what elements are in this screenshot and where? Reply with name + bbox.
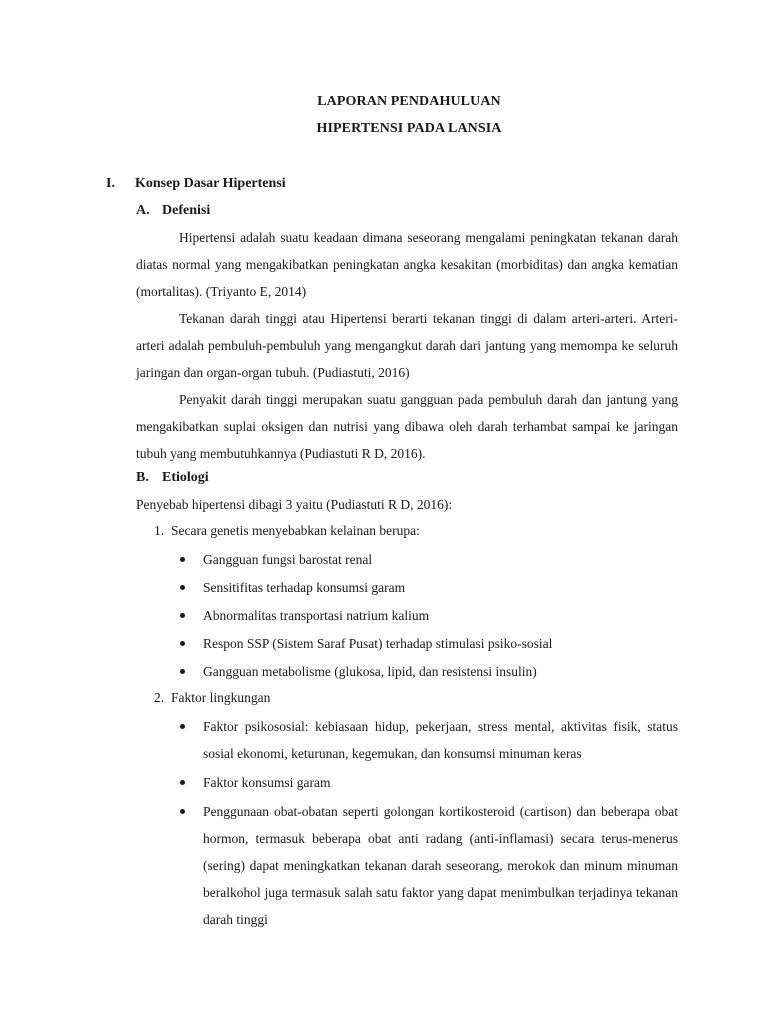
bullet-icon bbox=[180, 724, 185, 729]
list-item bbox=[178, 658, 678, 685]
bullet-list bbox=[178, 713, 678, 933]
bullet-icon bbox=[180, 641, 185, 646]
paragraph: Penyakit darah tinggi merupakan suatu gangguan pada pembuluh darah dan jantung yang mengakibatkan suplai oksigen dan nutrisi yang dibawa oleh darah terhambat sampai ke jaringan tubuh yang membutuhkannya (Pudiastuti R D, 2016). bbox=[136, 392, 678, 461]
bullet-icon bbox=[180, 557, 185, 562]
intro-text: Penyebab hipertensi dibagi 3 yaitu (Pudiastuti R D, 2016): bbox=[136, 497, 453, 512]
subsection-title: Etiologi bbox=[162, 470, 209, 485]
bullet-icon bbox=[180, 613, 185, 618]
bullet-icon bbox=[180, 780, 185, 785]
list-item-text: Gangguan fungsi barostat renal bbox=[203, 552, 373, 567]
paragraph: Hipertensi adalah suatu keadaan dimana seseorang mengalami peningkatan tekanan darah diatas normal yang mengakibatkan peningkatan angka kesakitan (morbiditas) dan angka kematian (mortalitas). (Triyanto E, 2014) bbox=[136, 230, 678, 299]
subsection-heading-defenisi bbox=[136, 203, 210, 219]
section-number: I. bbox=[106, 176, 115, 191]
item-number: 2. bbox=[154, 690, 165, 705]
bullet-icon bbox=[180, 585, 185, 590]
paragraph: Tekanan darah tinggi atau Hipertensi berarti tekanan tinggi di dalam arteri-arteri. Arteri-arteri adalah pembuluh-pembuluh yang mengangkut darah dari jantung yang memompa ke seluruh jaringan dan organ-organ tubuh. (Pudiastuti, 2016) bbox=[136, 311, 678, 380]
list-item-text: Faktor konsumsi garam bbox=[203, 775, 331, 790]
list-item bbox=[178, 769, 678, 796]
list-item-text: Sensitifitas terhadap konsumsi garam bbox=[203, 580, 406, 595]
list-item bbox=[178, 713, 678, 767]
list-item bbox=[178, 602, 678, 629]
list-item-text: Faktor psikososial: kebiasaan hidup, pekerjaan, stress mental, aktivitas fisik, status sosial ekonomi, keturunan, kegemukan, dan konsumsi minuman keras bbox=[203, 719, 678, 761]
bullet-icon bbox=[180, 809, 185, 814]
section-title: Konsep Dasar Hipertensi bbox=[135, 176, 286, 191]
section-heading bbox=[106, 176, 286, 192]
subsection-heading-etiologi bbox=[136, 470, 209, 486]
list-item bbox=[178, 798, 678, 933]
item-label: Secara genetis menyebabkan kelainan berupa: bbox=[171, 523, 420, 538]
list-item bbox=[178, 574, 678, 601]
subsection-letter: A. bbox=[136, 203, 150, 218]
item-label: Faktor lingkungan bbox=[171, 690, 271, 705]
list-item-text: Abnormalitas transportasi natrium kalium bbox=[203, 608, 430, 623]
list-item-text: Penggunaan obat-obatan seperti golongan kortikosteroid (cartison) dan beberapa obat hormon, termasuk beberapa obat anti radang (anti-inflamasi) secara terus-menerus (sering) dapat meningkatkan tekanan darah seseorang, merokok dan minum minuman beralkohol juga termasuk salah satu faktor yang dapat menimbulkan terjadinya tekanan darah tinggi bbox=[203, 804, 678, 927]
subsection-letter: B. bbox=[136, 470, 149, 485]
subsection-title: Defenisi bbox=[162, 203, 211, 218]
list-item bbox=[178, 630, 678, 657]
list-item-text: Respon SSP (Sistem Saraf Pusat) terhadap stimulasi psiko-sosial bbox=[203, 636, 553, 651]
numbered-item bbox=[154, 523, 420, 539]
list-item-text: Gangguan metabolisme (glukosa, lipid, dan resistensi insulin) bbox=[203, 664, 537, 679]
item-number: 1. bbox=[154, 523, 165, 538]
document-subtitle: HIPERTENSI PADA LANSIA bbox=[316, 121, 502, 136]
bullet-icon bbox=[180, 669, 185, 674]
document-title: LAPORAN PENDAHULUAN bbox=[317, 94, 501, 109]
list-item bbox=[178, 546, 678, 573]
numbered-item bbox=[154, 690, 270, 706]
bullet-list bbox=[178, 546, 678, 685]
